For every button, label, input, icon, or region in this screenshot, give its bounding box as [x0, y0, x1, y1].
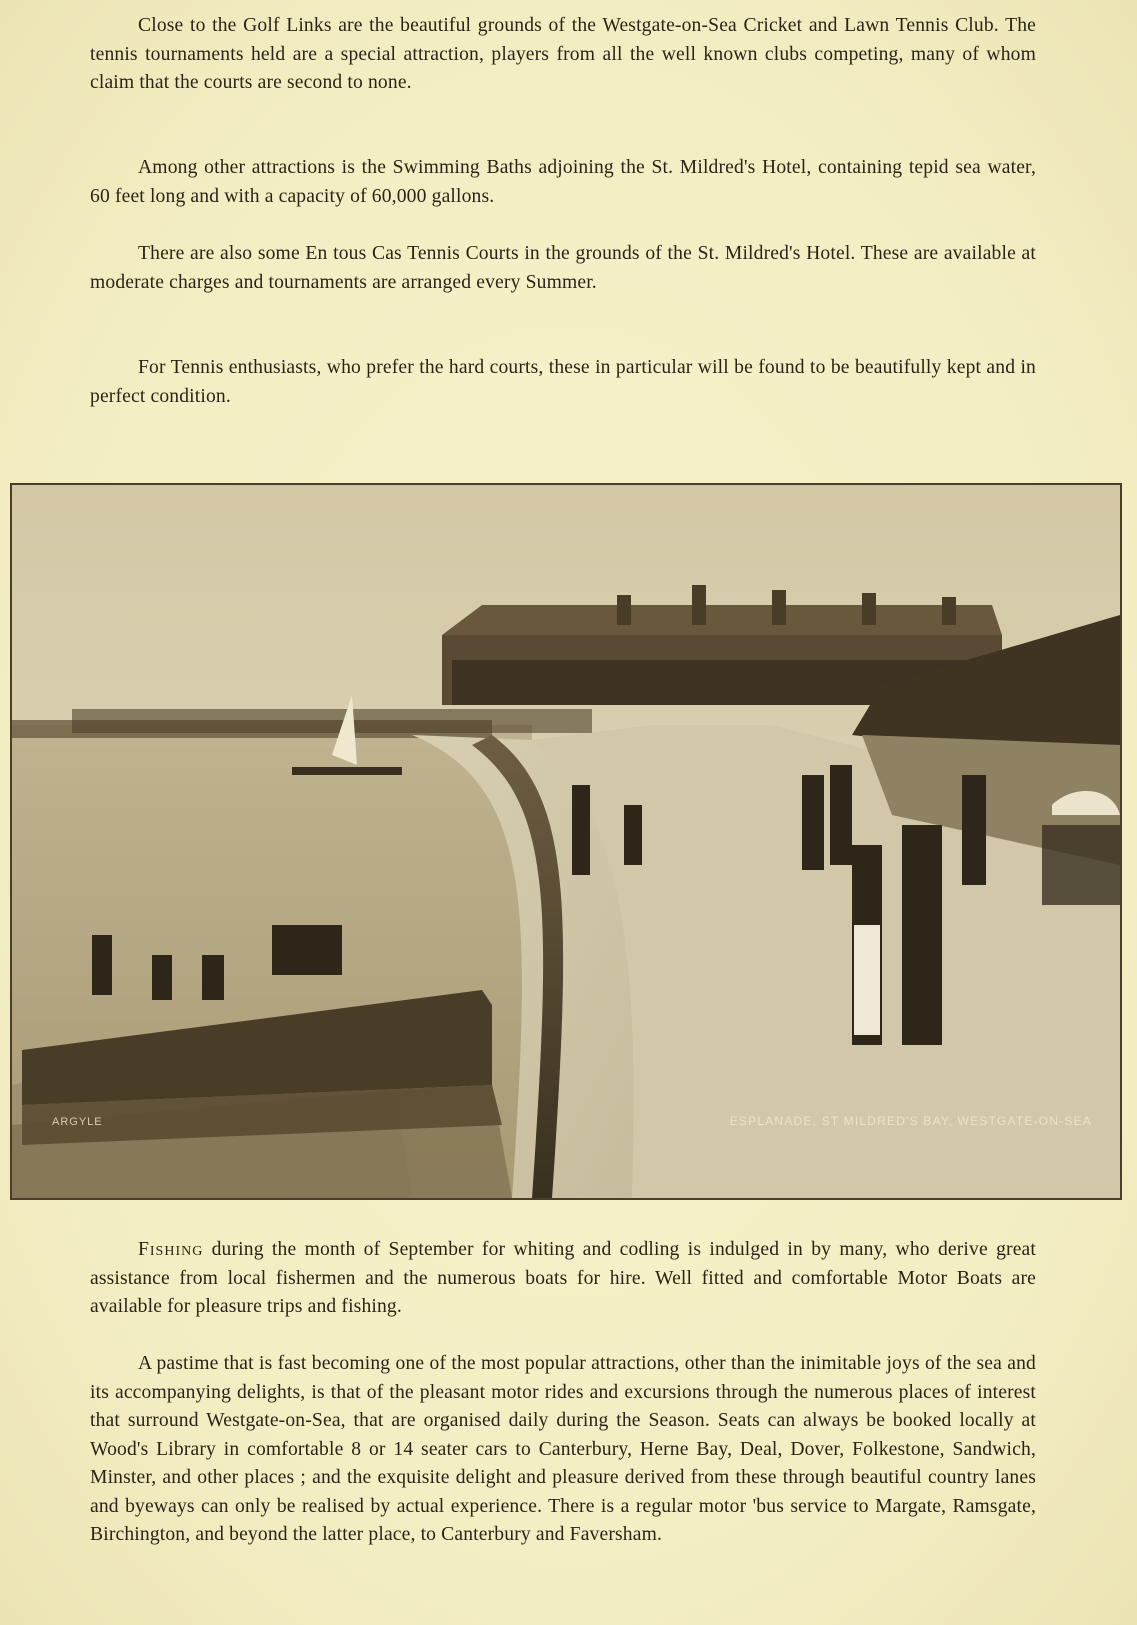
- paragraph-text: Among other attractions is the Swimming Baths adjoining the St. Mildred's Hotel, containing tepid sea water, 60 feet long and with a capacity of 60,000 gallons.: [90, 157, 1036, 207]
- paragraph-text: There are also some En tous Cas Tennis Courts in the grounds of the St. Mildred's Hotel. These are available at moderate charges and tournaments are arranged every Summer.: [90, 243, 1036, 293]
- paragraph-hard-courts: [90, 354, 1036, 411]
- paragraph-motor-rides: [90, 1350, 1036, 1550]
- paragraph-text: [90, 1236, 1036, 1322]
- paragraph-swimming-baths: [90, 154, 1036, 211]
- paragraph-text: For Tennis enthusiasts, who prefer the hard courts, these in particular will be found to be beautifully kept and in perfect condition.: [90, 357, 1036, 407]
- photo-caption: ESPLANADE, ST MILDRED'S BAY, WESTGATE-ON-SEA: [729, 1114, 1092, 1128]
- fishing-lead-word: Fishing: [138, 1239, 204, 1260]
- esplanade-photo-illustration: [12, 485, 1120, 1198]
- paragraph-text: A pastime that is fast becoming one of the most popular attractions, other than the inimitable joys of the sea and its accompanying delights, is that of the pleasant motor rides and excursions through the numerous places of interest that surround Westgate-on-Sea, that are organised daily during the Season. Seats can always be booked locally at Wood's Library in comfortable 8 or 14 seater cars to Canterbury, Herne Bay, Deal, Dover, Folkestone, Sandwich, Minster, and other places ; and the exquisite delight and pleasure derived from these through beautiful country lanes and byeways can only be realised by actual experience. There is a regular motor 'bus service to Margate, Ramsgate, Birchington, and beyond the latter place, to Canterbury and Faversham.: [90, 1353, 1036, 1545]
- publisher-mark: ARGYLE: [52, 1116, 103, 1128]
- esplanade-photograph: [10, 483, 1122, 1200]
- paragraph-text: Close to the Golf Links are the beautiful grounds of the Westgate-on-Sea Cricket and Lawn Tennis Club. The tennis tournaments held are a special attraction, players from all the well known clubs competing, many of whom claim that the courts are second to none.: [90, 15, 1036, 93]
- paragraph-golf-links: [90, 12, 1036, 98]
- paragraph-tennis-courts: [90, 240, 1036, 297]
- fishing-text: during the month of September for whiting and codling is indulged in by many, who derive great assistance from local fishermen and the numerous boats for hire. Well fitted and comfortable Motor Boats are available for pleasure trips and fishing.: [90, 1239, 1036, 1317]
- paragraph-fishing: [90, 1236, 1036, 1322]
